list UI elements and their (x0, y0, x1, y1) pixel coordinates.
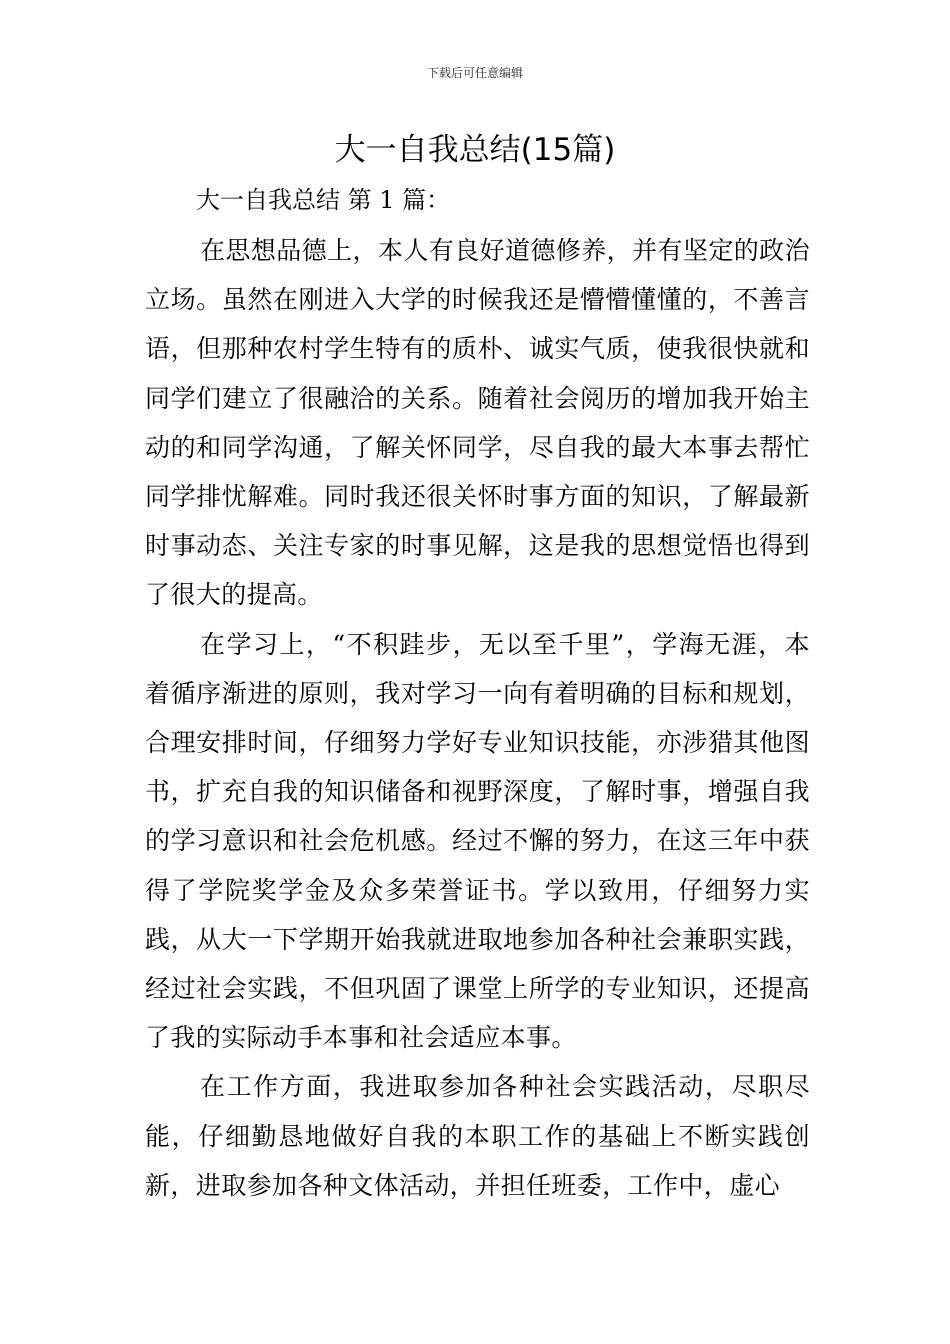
body-text (145, 226, 810, 1210)
paragraph-work: 在工作方面，我进取参加各种社会实践活动，尽职尽能，仔细勤恳地做好自我的本职工作的基础上不断实践创新，进取参加各种文体活动，并担任班委，工作中，虚心 (145, 1072, 810, 1200)
document-title: 大一自我总结(15篇) (334, 132, 616, 168)
header-note: 下载后可任意编辑 (426, 66, 523, 80)
paragraph-study: 在学习上，“不积跬步，无以至千里”，学海无涯，本着循序渐进的原则，我对学习一向有着明确的目标和规划，合理安排时间，仔细努力学好专业知识技能，亦涉猎其他图书，扩充自我的知识储备和视野深度，了解时事，增强自我的学习意识和社会危机感。经过不懈的努力，在这三年中获得了学院奖学金及众多荣誉证书。学以致用，仔细努力实践，从大一下学期开始我就进取地参加各种社会兼职实践，经过社会实践，不但巩固了课堂上所学的专业知识，还提高了我的实际动手本事和社会适应本事。 (145, 629, 810, 1053)
section-heading: 大一自我总结 第 1 篇： (196, 186, 451, 214)
paragraph-ideology: 在思想品德上，本人有良好道德修养，并有坚定的政治立场。虽然在刚进入大学的时候我还是懵懵懂懂的，不善言语，但那种农村学生特有的质朴、诚实气质，使我很快就和同学们建立了很融洽的关系。随着社会阅历的增加我开始主动的和同学沟通，了解关怀同学，尽自我的最大本事去帮忙同学排忧解难。同时我还很关怀时事方面的知识，了解最新时事动态、关注专家的时事见解，这是我的思想觉悟也得到了很大的提高。 (145, 236, 810, 610)
